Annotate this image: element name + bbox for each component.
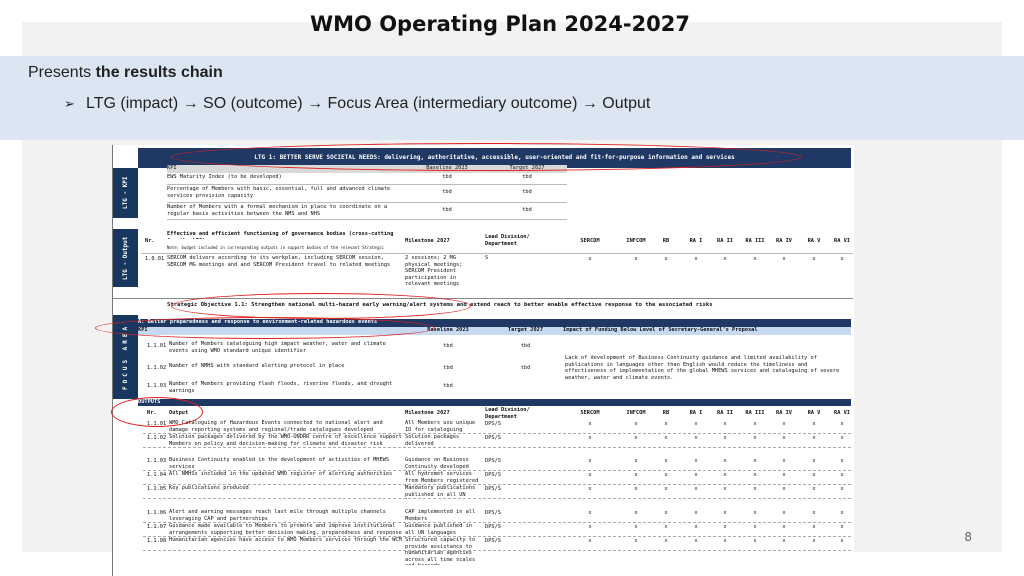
output-mark: x	[753, 421, 757, 427]
divider	[167, 184, 567, 185]
ltg-kpi-1-target: tbd	[522, 174, 532, 180]
output-mark: x	[588, 524, 592, 530]
output-mark: x	[634, 524, 638, 530]
output-lead: DPS/S	[485, 458, 501, 464]
output-milestone: Guidance on Business Continuity developed	[405, 457, 469, 470]
output-mark: x	[723, 458, 727, 464]
output-text: WMO Cataloguing of Hazardous Events connected to national alert and damage reporting systems and regional/trade catalogues developed	[169, 420, 383, 433]
ltg-output-mark: x	[664, 256, 668, 262]
output-mark: x	[588, 421, 592, 427]
focus-area-side-label: FOCUS AREA	[113, 315, 138, 399]
divider	[167, 219, 567, 220]
output-text: Guidance made available to Members to promote and improve institutional arrangements supporting better decision making, preparedness and response	[169, 523, 402, 536]
ltg-kpi-header-baseline: Baseline 2023	[407, 165, 487, 173]
ltg-output-mark: x	[588, 256, 592, 262]
output-mark: x	[634, 538, 638, 544]
ltg-output-mark: x	[782, 256, 786, 262]
outputs-col-header: RA VI	[834, 410, 850, 416]
out-header-nr: Nr.	[147, 410, 157, 416]
fa-kpi-nr: 1.1.02	[147, 365, 167, 371]
ltg-output-mark: x	[812, 256, 816, 262]
output-mark: x	[634, 510, 638, 516]
output-mark: x	[634, 486, 638, 492]
fa-kpi-text: Number of NMHS with standard alerting protocol in place	[169, 363, 345, 369]
output-mark: x	[588, 486, 592, 492]
fa-kpi-header-impact: Impact of Funding Below Level of Secretary-General's Proposal	[563, 327, 851, 335]
ltg-output-mark: x	[694, 256, 698, 262]
output-milestone: Structured capacity to provide assistance to humanitarian agencies across all time scales	[405, 537, 476, 563]
output-mark: x	[812, 538, 816, 544]
ltg-output-milestone: 2 sessions; 2 MG physical meetings; SERCOM President participation in relevant meetings	[405, 255, 463, 288]
divider	[141, 253, 853, 254]
output-mark: x	[723, 421, 727, 427]
ltg-kpi-1: EWS Maturity Index (to be developed)	[167, 174, 282, 180]
ltg-kpi-2: Percentage of Members with basic, essential, full and advanced climate services provision capacity	[167, 186, 391, 199]
ltg-output-nr: 1.0.01	[145, 256, 165, 262]
output-mark: x	[782, 435, 786, 441]
output-mark: x	[782, 486, 786, 492]
fa-kpi-target: tbd	[520, 343, 531, 349]
divider	[167, 202, 567, 203]
output-mark: x	[723, 472, 727, 478]
ltg-kpi-header-target: Target 2027	[487, 165, 567, 173]
output-nr: 1.1.02	[147, 435, 167, 441]
row-divider	[143, 550, 851, 551]
output-text: Alert and warning messages reach last mile through multiple channels leveraging CAP and partnerships	[169, 509, 386, 522]
ltg-col-header: RB	[662, 238, 670, 244]
output-mark: x	[694, 435, 698, 441]
output-nr: 1.1.06	[147, 510, 167, 516]
output-mark: x	[753, 486, 757, 492]
output-mark: x	[694, 524, 698, 530]
ltg-output-mark: x	[753, 256, 757, 262]
output-nr: 1.1.08	[147, 538, 167, 544]
output-mark: x	[812, 458, 816, 464]
ltg-col-header: RA VI	[834, 238, 850, 244]
output-milestone: All hydromet services from Members registered	[405, 471, 479, 484]
ltg-out-header-nr: Nr.	[145, 238, 155, 244]
output-lead: DPS/S	[485, 421, 501, 427]
output-lead: DPS/S	[485, 486, 501, 492]
output-mark: x	[664, 524, 668, 530]
operating-plan-table-image	[112, 145, 854, 576]
output-mark: x	[634, 472, 638, 478]
output-mark: x	[782, 472, 786, 478]
output-nr: 1.1.04	[147, 472, 167, 478]
output-text: Solution packages delivered by the WMO-UNDRR centre of excellence support Members on policy and decision-making for climate and disaster risk	[169, 434, 402, 447]
output-mark: x	[812, 421, 816, 427]
output-mark: x	[812, 435, 816, 441]
output-mark: x	[694, 472, 698, 478]
outputs-col-header: RA IV	[776, 410, 792, 416]
output-mark: x	[840, 486, 844, 492]
so-banner: Strategic Objective 1.1: Strengthen national multi-hazard early warning/alert systems and extend reach to better enable effective response to the associated risks	[167, 302, 713, 308]
output-mark: x	[664, 510, 668, 516]
out-header-lead: Lead Division/ Department	[485, 407, 530, 420]
output-text: Key publications produced	[169, 485, 249, 491]
output-mark: x	[723, 524, 727, 530]
output-mark: x	[782, 524, 786, 530]
output-mark: x	[723, 486, 727, 492]
slide-title: WMO Operating Plan 2024-2027	[309, 12, 691, 36]
output-mark: x	[753, 435, 757, 441]
row-divider	[143, 498, 851, 499]
output-mark: x	[753, 510, 757, 516]
output-milestone: Guidance published in all UN languages	[405, 523, 472, 536]
outputs-highlight-ellipse	[111, 397, 203, 427]
output-mark: x	[723, 510, 727, 516]
ltg-kpi-1-baseline: tbd	[442, 174, 452, 180]
intro-bold: the results chain	[95, 64, 223, 81]
ltg-kpi-header-kpi: KPI	[167, 165, 407, 173]
out-header-milestone: Milestone 2027	[405, 410, 450, 416]
output-mark: x	[694, 421, 698, 427]
ltg-highlight-ellipse	[171, 143, 801, 171]
output-nr: 1.1.03	[147, 458, 167, 464]
output-mark: x	[694, 538, 698, 544]
ltg-out-header-output: Effective and efficient functioning of governance bodies (cross-cutting	[167, 231, 394, 237]
output-mark: x	[782, 510, 786, 516]
ltg-out-header-lead: Lead Division/ Department	[485, 234, 530, 247]
output-mark: x	[664, 538, 668, 544]
output-mark: x	[664, 435, 668, 441]
output-mark: x	[753, 458, 757, 464]
ltg-kpi-3: Number of Members with a formal mechanism in place to coordinate on a regular basis activities between the NMS and NHS	[167, 204, 388, 217]
ltg-banner: LTG 1: BETTER SERVE SOCIETAL NEEDS: delivering, authoritative, accessible, user-oriented and fit-for-purpose information and services	[138, 148, 851, 168]
bullet-arrow-icon: ➢	[64, 96, 75, 111]
output-mark: x	[812, 524, 816, 530]
fa-kpi-baseline: tbd	[443, 365, 453, 371]
ltg-col-header: RA V	[807, 238, 821, 244]
ltg-out-header-note: Note: budget included in corresponding outputs in support bodies of the relevant Strategic	[167, 245, 384, 250]
page-number: 8	[964, 530, 972, 544]
ltg-col-header: SERCOM	[580, 238, 600, 244]
output-nr: 1.1.05	[147, 486, 167, 492]
ltg-col-header: RA IV	[776, 238, 792, 244]
output-mark: x	[723, 435, 727, 441]
output-mark: x	[588, 472, 592, 478]
output-mark: x	[840, 472, 844, 478]
fa-kpi-header-target: Target 2027	[488, 327, 563, 335]
output-nr: 1.1.07	[147, 524, 167, 530]
fa-kpi-baseline: tbd	[443, 343, 453, 349]
fa-kpi-nr: 1.1.01	[147, 343, 167, 349]
out-header-output: Output	[169, 410, 189, 416]
output-mark: x	[782, 421, 786, 427]
output-milestone: Solution packages delivered	[405, 434, 460, 447]
ltg-kpi-3-baseline: tbd	[442, 207, 452, 213]
output-mark: x	[840, 524, 844, 530]
fa-kpi-target: tbd	[520, 365, 531, 371]
output-mark: x	[664, 472, 668, 478]
outputs-col-header: RA II	[717, 410, 733, 416]
ltg-output-text: SERCOM delivers according to its workplan, including SERCOM session, SERCOM MG meetings and and SERCOM President travel to related meetings	[167, 255, 391, 268]
output-mark: x	[694, 458, 698, 464]
ltg-kpi-3-target: tbd	[522, 207, 532, 213]
output-mark: x	[588, 510, 592, 516]
ltg-col-header: INFCOM	[626, 238, 646, 244]
outputs-col-header: RA V	[807, 410, 821, 416]
ltg-output-mark: x	[634, 256, 638, 262]
output-text: All NMHSs included in the updated WMO register of alerting authorities	[169, 471, 393, 477]
output-milestone: All Members use unique ID for cataloguing	[405, 420, 476, 433]
fa-kpi-baseline: tbd	[443, 383, 453, 389]
output-mark: x	[634, 458, 638, 464]
fa-kpi-header-kpi: KPI	[138, 327, 408, 335]
output-mark: x	[812, 486, 816, 492]
output-mark: x	[782, 458, 786, 464]
output-mark: x	[588, 458, 592, 464]
output-mark: x	[664, 486, 668, 492]
output-mark: x	[753, 538, 757, 544]
results-chain-bullet	[64, 95, 650, 113]
output-milestone: Mandatory publications published in all UN	[405, 485, 476, 498]
output-lead: DPS/S	[485, 472, 501, 478]
fa-kpi-text: Number of Members providing flash floods, riverine floods, and drought warnings	[169, 381, 393, 394]
outputs-col-header: INFCOM	[626, 410, 646, 416]
output-mark: x	[694, 510, 698, 516]
ltg-kpi-2-target: tbd	[522, 189, 532, 195]
output-mark: x	[840, 458, 844, 464]
output-milestone: CAP implemented in all Members	[405, 509, 476, 522]
ltg-output-side-label: LTG - Output	[113, 229, 138, 287]
outputs-col-header: RA I	[689, 410, 703, 416]
ltg-kpi-side-label: LTG - KPI	[113, 168, 138, 218]
output-mark: x	[812, 472, 816, 478]
fa-kpi-header-baseline: Baseline 2023	[408, 327, 488, 335]
output-mark: x	[723, 538, 727, 544]
output-mark: x	[634, 435, 638, 441]
output-mark: x	[812, 510, 816, 516]
output-mark: x	[753, 524, 757, 530]
output-lead: DPS/S	[485, 524, 501, 530]
output-mark: x	[664, 458, 668, 464]
output-mark: x	[588, 538, 592, 544]
output-mark: x	[840, 538, 844, 544]
output-lead: DPS/S	[485, 510, 501, 516]
fa-kpi-text: Number of Members cataloguing high impact weather, water and climate events using WMO standard unique identifier	[169, 341, 386, 354]
output-lead: DPS/S	[485, 538, 501, 544]
output-mark: x	[634, 421, 638, 427]
outputs-label: OUTPUTS	[138, 399, 851, 406]
output-mark: x	[840, 510, 844, 516]
ltg-output-mark: x	[723, 256, 727, 262]
ltg-kpi-2-baseline: tbd	[442, 189, 452, 195]
ltg-col-header: RA I	[689, 238, 703, 244]
outputs-col-header: RB	[662, 410, 670, 416]
outputs-col-header: SERCOM	[580, 410, 600, 416]
output-mark: x	[694, 486, 698, 492]
output-mark: x	[840, 435, 844, 441]
output-mark: x	[753, 472, 757, 478]
output-mark: x	[782, 538, 786, 544]
output-mark: x	[664, 421, 668, 427]
row-divider	[143, 447, 851, 448]
output-nr: 1.1.01	[147, 421, 167, 427]
fa-highlight-ellipse	[95, 317, 435, 339]
output-mark: x	[840, 421, 844, 427]
ltg-col-header: RA III	[745, 238, 765, 244]
fa-impact-text: Lack of development of Business Continuity guidance and limited availability of publications in languages other than English would reduce the timeliness and effectiveness of implementation of the global MHEWS services and cataloguing of severe weather, water and climate events.	[565, 355, 840, 381]
results-chain-text: LTG (impact) → SO (outcome) → Focus Area (intermediary outcome) → Output	[86, 95, 651, 112]
fa-kpi-nr: 1.1.03	[147, 383, 167, 389]
intro-prefix: Presents	[28, 64, 96, 81]
ltg-col-header: RA II	[717, 238, 733, 244]
focus-area-title: A: Better preparedness and response to environment-related hazardous events	[138, 319, 851, 327]
ltg-output-mark: x	[840, 256, 844, 262]
so-highlight-ellipse	[171, 293, 471, 319]
output-mark: x	[588, 435, 592, 441]
ltg-output-lead: S	[485, 255, 489, 261]
outputs-col-header: RA III	[745, 410, 765, 416]
output-lead: DPS/S	[485, 435, 501, 441]
output-text: Business Continuity enabled in the development of activities of MHEWS services	[169, 457, 390, 470]
ltg-out-header-milestone: Milestone 2027	[405, 238, 450, 244]
intro-text	[28, 64, 223, 82]
output-text: Humanitarian agencies have access to WMO Members services through the WCM	[169, 537, 402, 543]
